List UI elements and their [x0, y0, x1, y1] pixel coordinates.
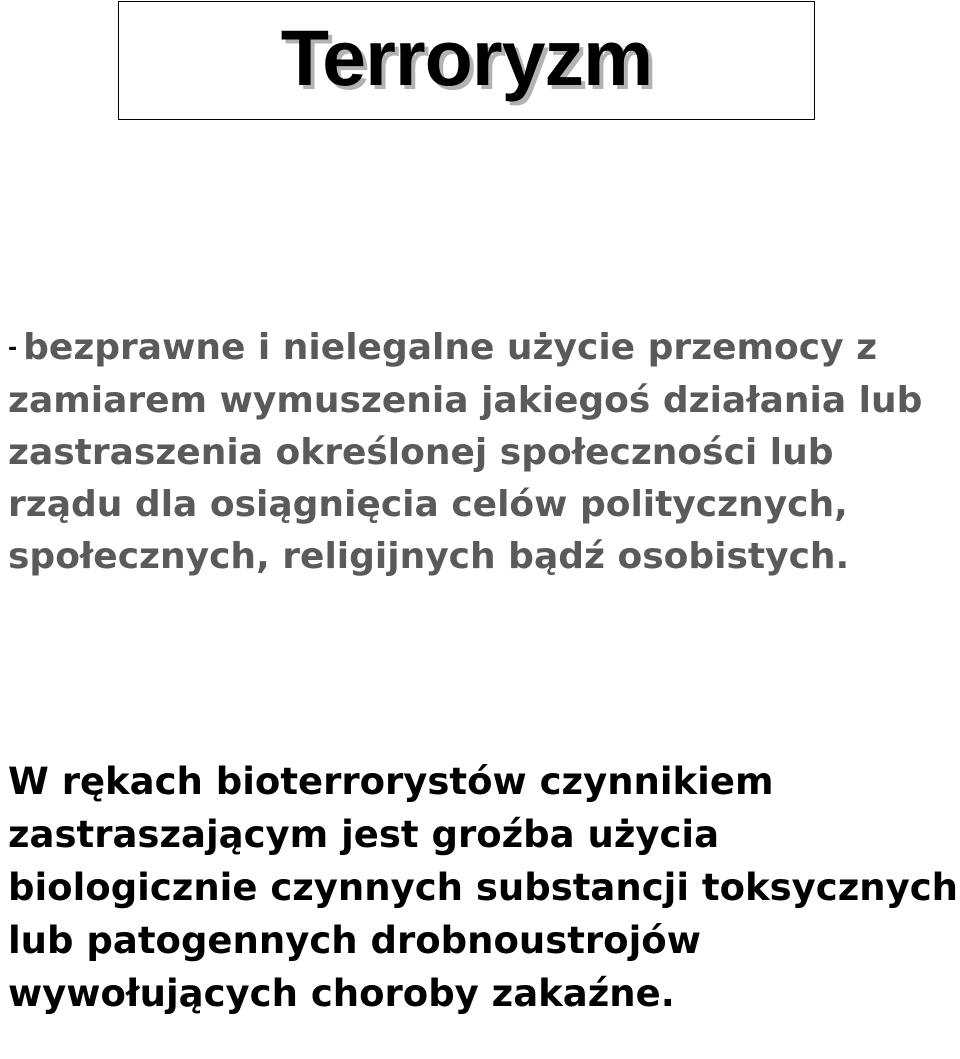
- definition-text: bezprawne i nielegalne użycie przemocy z zamiarem wymuszenia jakiegoś działania lub zastraszenia określonej społeczności lub rządu dla osiągnięcia celów politycznych, społecznych, religijnych bądź osobistych.: [8, 327, 923, 577]
- definition-paragraph: [8, 322, 958, 583]
- bioterrorism-paragraph: W rękach bioterrorystów czynnikiem zastraszającym jest groźba użycia biologicznie czynnych substancji toksycznych lub patogennych drobnoustrojów wywołujących choroby zakaźne.: [8, 760, 958, 1015]
- page-title: Terroryzm: [280, 13, 653, 102]
- title-box: [118, 1, 815, 120]
- definition-marker: -: [8, 336, 18, 361]
